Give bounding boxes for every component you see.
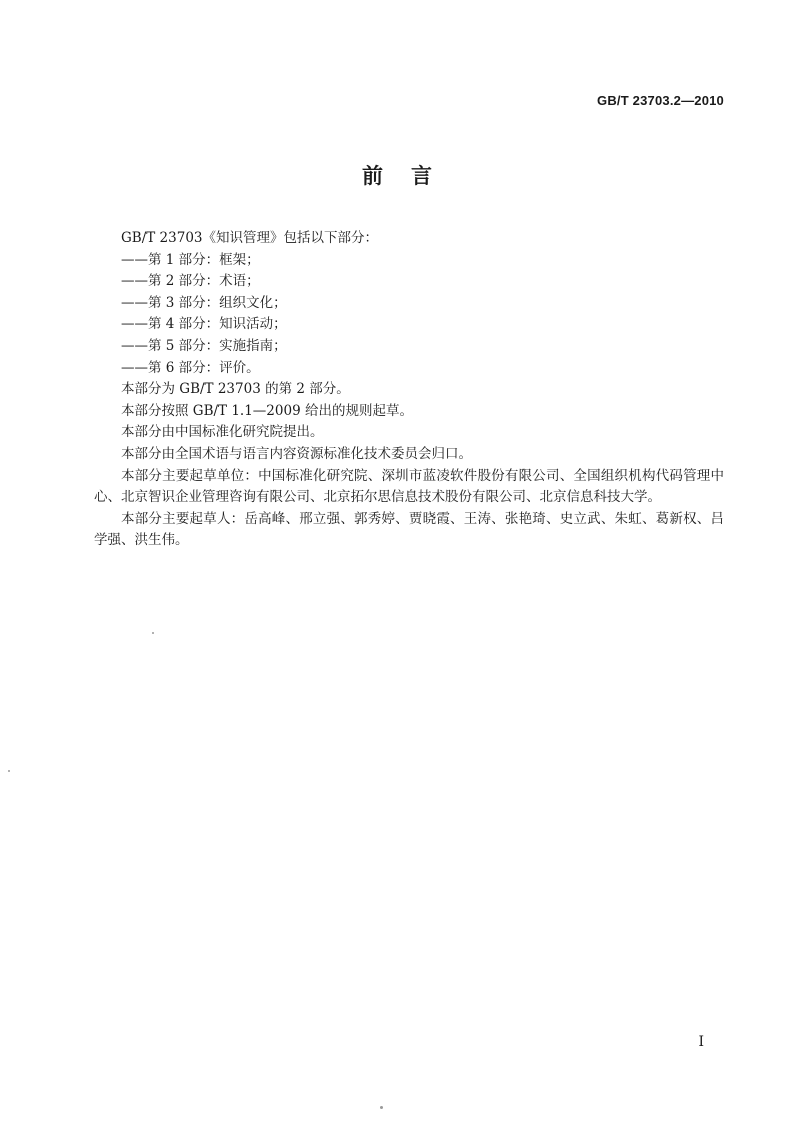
list-item: ——第 4 部分：知识活动； bbox=[121, 316, 287, 333]
scan-speck bbox=[380, 1106, 383, 1109]
document-body bbox=[94, 228, 724, 552]
list-item: ——第 3 部分：组织文化； bbox=[121, 294, 287, 311]
statement-proposer: 本部分由中国标准化研究院提出。 bbox=[121, 424, 324, 441]
list-item: ——第 6 部分：评价。 bbox=[121, 359, 260, 376]
intro-line: GB/T 23703《知识管理》包括以下部分： bbox=[121, 230, 378, 246]
parts-list bbox=[94, 250, 724, 380]
page-number: I bbox=[698, 1034, 704, 1050]
list-item: ——第 5 部分：实施指南； bbox=[121, 337, 287, 354]
list-item: ——第 1 部分：框架； bbox=[121, 251, 260, 268]
standard-number: GB/T 23703.2—2010 bbox=[597, 93, 724, 108]
statement-drafting-rules: 本部分按照 GB/T 1.1—2009 给出的规则起草。 bbox=[121, 402, 413, 419]
statement-part-number: 本部分为 GB/T 23703 的第 2 部分。 bbox=[121, 381, 350, 398]
list-item: ——第 2 部分：术语； bbox=[121, 273, 260, 290]
page-title: 前言 bbox=[362, 164, 460, 188]
statement-drafters: 本部分主要起草人：岳高峰、邢立强、郭秀婷、贾晓霞、王涛、张艳琦、史立武、朱虹、葛新权、吕学强、洪生伟。 bbox=[94, 510, 724, 549]
statement-drafting-units: 本部分主要起草单位：中国标准化研究院、深圳市蓝凌软件股份有限公司、全国组织机构代码管理中心、北京智识企业管理咨询有限公司、北京拓尔思信息技术股份有限公司、北京信息科技大学。 bbox=[94, 467, 724, 506]
scan-speck bbox=[8, 770, 10, 772]
statement-committee: 本部分由全国术语与语言内容资源标准化技术委员会归口。 bbox=[121, 445, 472, 462]
scan-speck bbox=[152, 632, 154, 634]
